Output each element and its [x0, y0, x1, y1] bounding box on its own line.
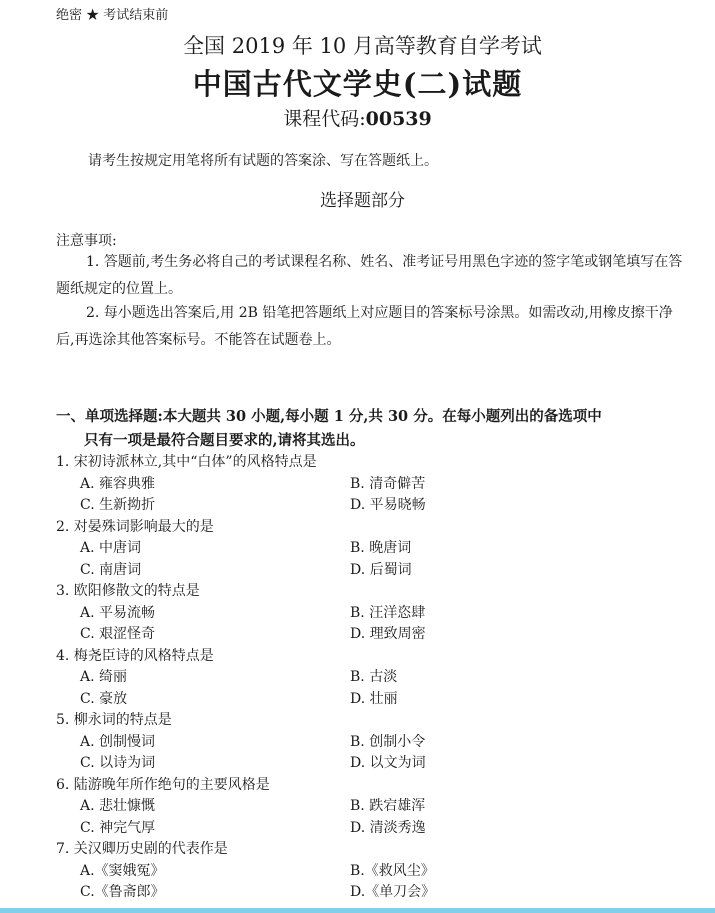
- option-row: [56, 495, 696, 517]
- exam-session: 全国 2019 年 10 月高等教育自学考试: [183, 34, 542, 58]
- option-a: A. 平易流畅: [80, 604, 156, 621]
- option-d: D. 以文为词: [350, 755, 426, 771]
- option-b: B. 汪洋恣肆: [350, 604, 426, 621]
- option-row: [56, 667, 696, 689]
- question-stem: 6. 陆游晚年所作绝句的主要风格是: [56, 776, 270, 793]
- option-b: B. 创制小令: [350, 733, 426, 750]
- question-stem: 3. 欧阳修散文的特点是: [56, 583, 200, 599]
- question-2: [56, 517, 696, 582]
- option-a: A. 中唐词: [80, 540, 142, 556]
- option-b: B. 古淡: [350, 669, 398, 685]
- general-instruction: 请考生按规定用笔将所有试题的答案涂、写在答题纸上。: [88, 153, 438, 169]
- page-title: 中国古代文学史(二)试题: [192, 67, 523, 101]
- confidential-note: 绝密 ★ 考试结束前: [56, 8, 169, 23]
- option-d: D. 壮丽: [350, 690, 398, 707]
- bottom-border: [0, 908, 715, 913]
- course-code: [0, 104, 715, 131]
- option-a: A. 雍容典雅: [80, 475, 156, 492]
- question-list: [56, 452, 696, 904]
- option-d: D. 平易晓畅: [350, 497, 426, 513]
- option-row: [56, 689, 696, 711]
- option-a: A. 绮丽: [80, 669, 128, 685]
- question-stem: 4. 梅尧臣诗的风格特点是: [56, 647, 214, 664]
- note-item-1: 1. 答题前,考生务必将自己的考试课程名称、姓名、准考证号用黑色字迹的签字笔或钢笔填写在答题纸规定的位置上。: [56, 254, 683, 297]
- part-description-line2: 只有一项是最符合题目要求的,请将其选出。: [84, 432, 365, 449]
- option-d: D. 理致周密: [350, 626, 426, 642]
- option-row: [56, 796, 696, 818]
- option-a: A. 创制慢词: [80, 733, 156, 750]
- option-a: A. 悲壮慷慨: [80, 798, 156, 814]
- option-c: C. 豪放: [80, 690, 128, 707]
- option-row: [56, 818, 696, 840]
- part-label: 一、单项选择题:: [56, 408, 163, 425]
- option-row: [56, 732, 696, 754]
- option-b: B. 晚唐词: [350, 540, 412, 556]
- option-b: B. 清奇僻苦: [350, 475, 426, 492]
- option-a: A.《窦娥冤》: [80, 862, 165, 879]
- option-d: D. 清淡秀逸: [350, 819, 426, 836]
- option-c: C. 艰涩怪奇: [80, 626, 156, 642]
- section-heading: 选择题部分: [320, 191, 405, 211]
- option-row: [56, 538, 696, 560]
- course-code-label: 课程代码:: [283, 108, 366, 130]
- question-6: [56, 775, 696, 840]
- question-stem: 5. 柳永词的特点是: [56, 712, 172, 728]
- option-d: D.《单刀会》: [350, 884, 436, 900]
- question-stem: 1. 宋初诗派林立,其中“白体”的风格特点是: [56, 454, 317, 470]
- note-item-2: 2. 每小题选出答案后,用 2B 铅笔把答题纸上对应题目的答案标号涂黑。如需改动,用橡皮擦干净后,再选涂其他答案标号。不能答在试题卷上。: [56, 305, 673, 348]
- question-1: [56, 452, 696, 517]
- option-c: C.《鲁斋郎》: [80, 884, 165, 900]
- option-d: D. 后蜀词: [350, 561, 412, 578]
- part-description: 本大题共 30 小题,每小题 1 分,共 30 分。在每小题列出的备选项中: [162, 408, 602, 425]
- option-row: [56, 882, 696, 904]
- question-4: [56, 646, 696, 711]
- question-5: [56, 710, 696, 775]
- option-row: [56, 560, 696, 582]
- option-c: C. 生新拗折: [80, 497, 156, 513]
- question-3: [56, 581, 696, 646]
- notes-title: 注意事项:: [56, 233, 117, 249]
- option-row: [56, 861, 696, 883]
- option-row: [56, 753, 696, 775]
- question-stem: 2. 对晏殊词影响最大的是: [56, 518, 214, 535]
- option-row: [56, 624, 696, 646]
- part-heading: [56, 405, 696, 452]
- option-c: C. 以诗为词: [80, 755, 156, 771]
- question-stem: 7. 关汉卿历史剧的代表作是: [56, 841, 228, 857]
- option-c: C. 神完气厚: [80, 819, 156, 836]
- question-7: [56, 839, 696, 904]
- option-row: [56, 603, 696, 625]
- option-b: B.《救风尘》: [350, 862, 435, 879]
- option-c: C. 南唐词: [80, 561, 142, 578]
- option-b: B. 跌宕雄浑: [350, 798, 426, 814]
- option-row: [56, 474, 696, 496]
- course-code-value: 00539: [365, 108, 432, 130]
